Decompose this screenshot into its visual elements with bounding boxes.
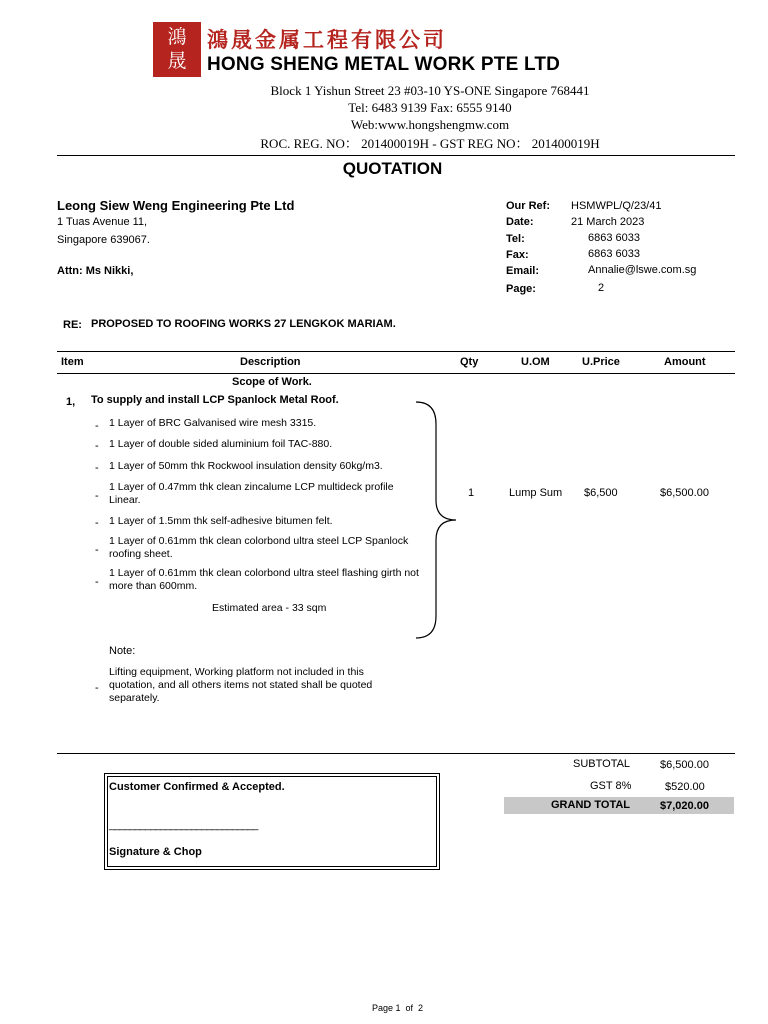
confirmation-title: Customer Confirmed & Accepted. <box>109 781 285 793</box>
gst-value: $520.00 <box>665 781 705 793</box>
fax-value: 6863 6033 <box>588 248 640 260</box>
logo-char-2: 晟 <box>167 50 187 72</box>
page-label: Page: <box>506 283 536 295</box>
header-uom: U.OM <box>521 356 550 368</box>
page-footer: Page 1 of 2 <box>371 1003 424 1013</box>
line-4-dash: - <box>95 490 99 502</box>
grand-total-value: $7,020.00 <box>660 800 709 812</box>
grouping-brace <box>412 400 462 642</box>
date-label: Date: <box>506 216 534 228</box>
document-title: QUOTATION <box>342 159 443 178</box>
item-amount: $6,500.00 <box>660 487 709 499</box>
gst-label: GST 8% <box>590 780 632 792</box>
note-dash: - <box>95 682 99 694</box>
header-item: Item <box>61 356 84 368</box>
fax-label: Fax: <box>506 249 529 261</box>
customer-address-line1: 1 Tuas Avenue 11, <box>57 216 148 228</box>
line-6-dash: - <box>95 544 99 556</box>
attention-line: Attn: Ms Nikki, <box>57 265 134 277</box>
date-value: 21 March 2023 <box>571 216 645 228</box>
company-address: Block 1 Yishun Street 23 #03-10 YS-ONE Singapore 768441 <box>270 83 590 98</box>
customer-address-line2: Singapore 639067. <box>57 234 150 246</box>
item-uprice: $6,500 <box>584 487 618 499</box>
scope-heading: Scope of Work. <box>232 376 312 388</box>
page-value: 2 <box>598 282 605 294</box>
company-reg: ROC. REG. NO： 201400019H - GST REG NO： 201400019H <box>260 136 600 151</box>
company-web: Web:www.hongshengmw.com <box>350 117 510 132</box>
company-logo <box>153 22 201 77</box>
item-uom: Lump Sum <box>509 487 563 499</box>
line-2-dash: - <box>95 440 99 452</box>
table-header-border <box>57 373 735 374</box>
line-3-text: 1 Layer of 50mm thk Rockwool insulation density 60kg/m3. <box>109 460 383 472</box>
subtotal-label: SUBTOTAL <box>573 758 631 770</box>
item-title: To supply and install LCP Spanlock Metal Roof. <box>91 394 339 406</box>
subtotal-value: $6,500.00 <box>660 759 709 771</box>
line-7-dash: - <box>95 576 99 588</box>
line-6-text: 1 Layer of 0.61mm thk clean colorbond ultra steel LCP Spanlock roofing sheet. <box>109 535 409 560</box>
table-bottom-border <box>57 753 735 754</box>
re-text: PROPOSED TO ROOFING WORKS 27 LENGKOK MARIAM. <box>91 318 396 330</box>
our-ref-label: Our Ref: <box>506 200 550 212</box>
header-uprice: U.Price <box>582 356 620 368</box>
signature-label: Signature & Chop <box>109 846 202 858</box>
line-3-dash: - <box>95 462 99 474</box>
signature-line: _____________________________ <box>109 819 258 831</box>
email-label: Email: <box>506 265 540 277</box>
logo-char-1: 鴻 <box>167 26 187 48</box>
company-english-name: HONG SHENG METAL WORK PTE LTD <box>207 54 561 75</box>
header-description: Description <box>240 356 301 368</box>
estimated-area: Estimated area - 33 sqm <box>212 602 327 614</box>
email-value: Annalie@lswe.com.sg <box>588 264 697 276</box>
header-divider <box>57 155 735 156</box>
table-top-border <box>57 351 735 352</box>
item-number: 1, <box>66 396 76 408</box>
company-tel-fax: Tel: 6483 9139 Fax: 6555 9140 <box>348 100 512 115</box>
line-5-dash: - <box>95 517 99 529</box>
customer-name: Leong Siew Weng Engineering Pte Ltd <box>57 198 295 213</box>
line-2-text: 1 Layer of double sided aluminium foil TAC-880. <box>109 438 333 450</box>
our-ref-value: HSMWPL/Q/23/41 <box>571 200 662 212</box>
item-qty: 1 <box>468 487 475 499</box>
re-label: RE: <box>63 319 82 331</box>
line-1-text: 1 Layer of BRC Galvanised wire mesh 3315. <box>109 417 317 429</box>
line-7-text: 1 Layer of 0.61mm thk clean colorbond ultra steel flashing girth not more than 600mm. <box>109 567 419 592</box>
line-4-text: 1 Layer of 0.47mm thk clean zincalume LCP multideck profile Linear. <box>109 481 394 506</box>
tel-label: Tel: <box>506 233 525 245</box>
grand-total-label: GRAND TOTAL <box>551 799 631 811</box>
line-5-text: 1 Layer of 1.5mm thk self-adhesive bitumen felt. <box>109 515 333 527</box>
header-qty: Qty <box>460 356 479 368</box>
note-label: Note: <box>109 645 136 657</box>
note-text: Lifting equipment, Working platform not included in this quotation, and all others items not stated shall be quoted separately. <box>109 666 373 704</box>
line-1-dash: - <box>95 420 99 432</box>
company-chinese-name: 鴻晟金属工程有限公司 <box>207 28 447 52</box>
tel-value: 6863 6033 <box>588 232 640 244</box>
header-amount: Amount <box>664 356 706 368</box>
